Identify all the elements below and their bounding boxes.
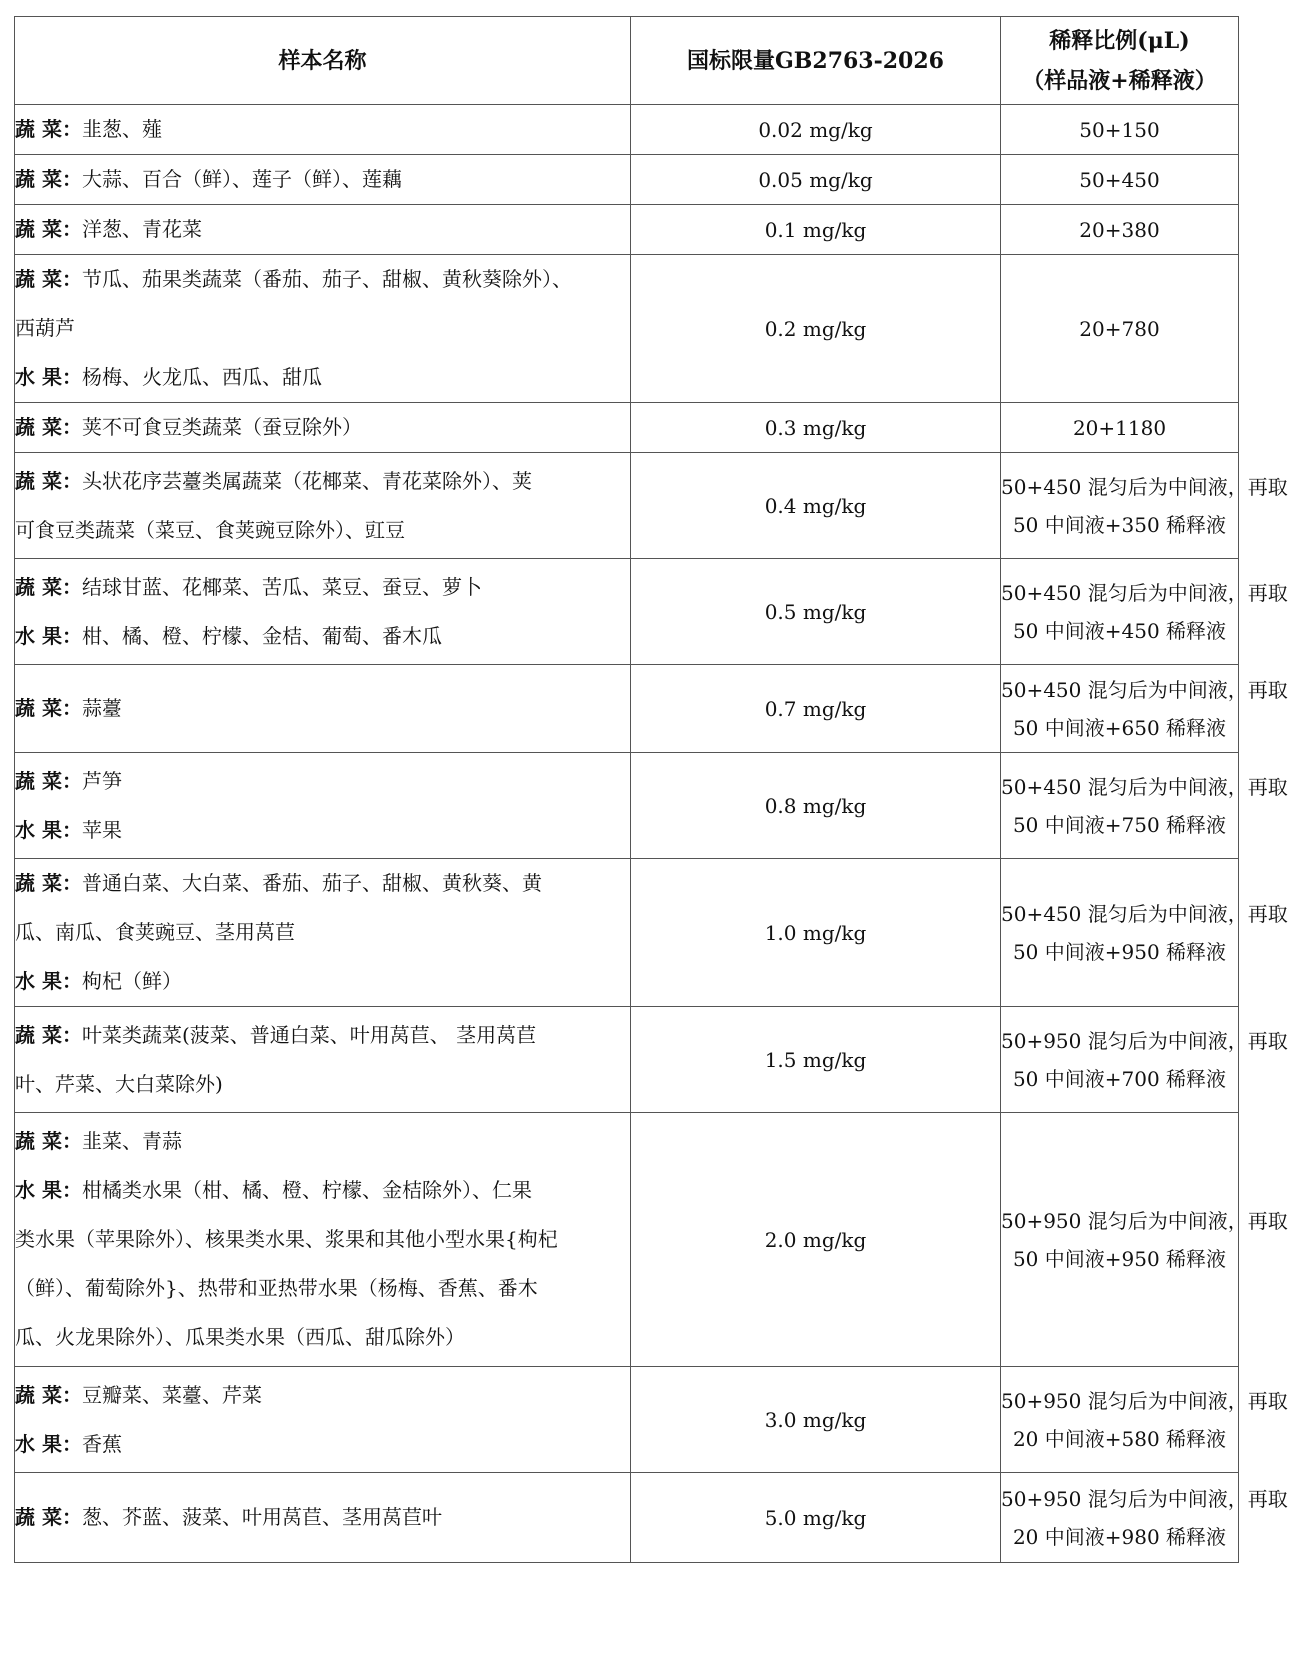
table-row [15,753,1239,859]
dilution-ratio-cell [1001,665,1288,753]
dilution-ratio-cell [1001,753,1288,859]
limit-value-cell: 0.4 mg/kg [631,453,1001,559]
sample-name-line [15,1215,630,1264]
category-label: 水 果： [15,1178,82,1202]
sample-name-text: 杨梅、火龙瓜、西瓜、甜瓜 [81,365,322,389]
dilution-ratio-cell [1001,1367,1288,1473]
dilution-ratio-cell [1001,155,1239,205]
sample-name-line [15,957,630,1006]
table-row [15,1367,1239,1473]
dilution-ratio-line: 50+950 混匀后为中间液，再取 [1001,1486,1288,1511]
sample-name-line [15,1371,630,1420]
category-label: 蔬 菜： [15,267,82,291]
sample-name-text: 节瓜、茄果类蔬菜（番茄、茄子、甜椒、黄秋葵除外）、 [81,267,572,291]
dilution-ratio-line: 50+950 混匀后为中间液，再取 [1001,1208,1288,1233]
sample-name-text: 瓜、火龙果除外）、瓜果类水果（西瓜、甜瓜除外） [15,1325,465,1349]
limit-value-cell: 0.5 mg/kg [631,559,1001,665]
sample-name-text: 豆瓣菜、菜薹、芹菜 [81,1382,262,1407]
sample-name-text: 结球甘蓝、花椰菜、苦瓜、菜豆、蚕豆、萝卜 [81,574,482,599]
table-row [15,205,1239,255]
dilution-ratio-line: 50 中间液+950 稀释液 [1012,939,1227,964]
table-row [15,255,1239,403]
category-label: 蔬 菜： [15,1505,82,1529]
sample-name-line [15,563,630,612]
table-header-row [15,17,1239,105]
category-label: 蔬 菜： [15,415,82,439]
table-row [15,105,1239,155]
limit-value-cell: 0.02 mg/kg [631,105,1001,155]
category-label: 水 果： [15,817,82,842]
dilution-ratio-line: 20 中间液+980 稀释液 [1012,1524,1227,1549]
dilution-ratio-cell [1001,559,1288,665]
dilution-ratio-line: 50+150 [1079,117,1160,142]
sample-name-text: 叶菜类蔬菜(菠菜、普通白菜、叶用莴苣、 茎用莴苣 [81,1022,537,1047]
sample-name-line [15,457,630,506]
dilution-ratio-line: 50+450 [1079,167,1160,192]
dilution-ratio-line: 50+450 混匀后为中间液，再取 [1001,901,1288,926]
sample-name-text: 韭葱、薤 [81,117,162,141]
dilution-ratio-line: 50+950 混匀后为中间液，再取 [1001,1028,1288,1053]
dilution-ratio-line: 20 中间液+580 稀释液 [1012,1426,1227,1451]
table-row [15,1473,1239,1563]
category-label: 蔬 菜： [15,468,82,493]
sample-name-cell [15,1473,631,1563]
category-label: 蔬 菜： [15,1129,82,1153]
category-label: 蔬 菜： [15,167,82,191]
dilution-ratio-cell [1001,1473,1288,1563]
sample-name-line [15,684,630,733]
sample-name-text: 葱、芥蓝、菠菜、叶用莴苣、茎用莴苣叶 [81,1505,442,1529]
sample-name-line [15,1060,630,1109]
sample-name-text: 叶、芹菜、大白菜除外) [15,1071,223,1096]
sample-name-line [15,1166,630,1215]
sample-name-text: 洋葱、青花菜 [81,217,202,241]
sample-name-cell [15,155,631,205]
sample-name-line [15,757,630,806]
sample-name-text: 西葫芦 [15,316,75,340]
dilution-ratio-line: 20+1180 [1072,415,1167,440]
category-label: 水 果： [15,365,82,389]
dilution-ratio-line: 50+450 混匀后为中间液，再取 [1001,580,1288,605]
header-dilution-ratio-line2: （样品液+稀释液） [1022,67,1217,94]
table-row [15,559,1239,665]
category-label: 蔬 菜： [15,574,82,599]
sample-name-line [15,255,630,304]
dilution-ratio-cell [1001,1007,1288,1113]
table-row [15,155,1239,205]
dilution-ratio-cell [1001,205,1239,255]
dilution-ratio-line: 50+950 混匀后为中间液，再取 [1001,1388,1288,1413]
sample-name-text: 蒜薹 [81,696,122,720]
dilution-ratio-cell [1001,255,1239,403]
limit-value-cell: 3.0 mg/kg [631,1367,1001,1473]
dilution-ratio-line: 50 中间液+650 稀释液 [1012,715,1227,740]
sample-name-cell [15,753,631,859]
limit-value-cell: 2.0 mg/kg [631,1113,1001,1367]
sample-name-text: 芦笋 [81,768,122,793]
category-label: 蔬 菜： [15,1382,82,1407]
dilution-ratio-cell [1001,453,1288,559]
category-label: 蔬 菜： [15,871,82,895]
category-label: 蔬 菜： [15,1022,82,1047]
sample-name-line [15,1313,630,1362]
sample-name-line [15,1493,630,1542]
limit-value-cell: 0.8 mg/kg [631,753,1001,859]
limit-value-cell: 5.0 mg/kg [631,1473,1001,1563]
sample-name-line [15,304,630,353]
limit-value-cell: 1.5 mg/kg [631,1007,1001,1113]
table-row [15,665,1239,753]
sample-name-cell [15,453,631,559]
dilution-ratio-cell [1001,105,1239,155]
sample-name-text: 荚不可食豆类蔬菜（蚕豆除外） [81,415,362,439]
sample-name-text: （鲜）、葡萄除外}、热带和亚热带水果（杨梅、香蕉、番木 [15,1276,538,1300]
dilution-ratio-line: 20+780 [1079,316,1160,341]
sample-name-line [15,1264,630,1313]
sample-name-text: 头状花序芸薹类属蔬菜（花椰菜、青花菜除外）、荚 [81,468,532,493]
sample-name-cell [15,205,631,255]
dilution-ratio-cell [1001,1113,1288,1367]
table-body [15,105,1288,1563]
sample-name-line [15,859,630,908]
dilution-ratio-cell [1001,859,1288,1007]
limit-value-cell: 0.05 mg/kg [631,155,1001,205]
limit-value-cell: 0.3 mg/kg [631,403,1001,453]
category-label: 蔬 菜： [15,117,82,141]
dilution-ratio-line: 50+450 混匀后为中间液，再取 [1001,774,1288,799]
header-national-limit: 国标限量GB2763-2026 [631,17,1001,105]
sample-name-text: 类水果（苹果除外）、核果类水果、浆果和其他小型水果{枸杞 [15,1227,558,1251]
sample-name-cell [15,1113,631,1367]
sample-name-line [15,353,630,402]
sample-name-line [15,1420,630,1469]
dilution-ratio-line: 50 中间液+750 稀释液 [1012,812,1227,837]
dilution-ratio-line: 50+450 混匀后为中间液，再取 [1001,474,1288,499]
limit-value-cell: 1.0 mg/kg [631,859,1001,1007]
sample-name-cell [15,1367,631,1473]
sample-name-text: 大蒜、百合（鲜）、莲子（鲜）、莲藕 [81,167,402,191]
table-row [15,453,1239,559]
sample-name-text: 瓜、南瓜、食荚豌豆、茎用莴苣 [15,920,295,944]
sample-name-cell [15,665,631,753]
category-label: 水 果： [15,1431,82,1456]
sample-name-line [15,908,630,957]
limit-value-cell: 0.1 mg/kg [631,205,1001,255]
header-sample-name: 样本名称 [15,17,631,105]
dilution-ratio-line: 50 中间液+350 稀释液 [1012,512,1227,537]
sample-name-cell [15,403,631,453]
limit-value-cell: 0.7 mg/kg [631,665,1001,753]
sample-name-line [15,205,630,254]
header-dilution-ratio-line1: 稀释比例(μL) [1049,27,1190,54]
dilution-ratio-cell [1001,403,1239,453]
table-row [15,1007,1239,1113]
sample-name-cell [15,859,631,1007]
category-label: 水 果： [15,969,82,993]
dilution-ratio-line: 50 中间液+700 稀释液 [1012,1066,1227,1091]
category-label: 蔬 菜： [15,217,82,241]
category-label: 蔬 菜： [15,768,82,793]
sample-name-cell [15,105,631,155]
sample-name-text: 可食豆类蔬菜（菜豆、食荚豌豆除外）、豇豆 [15,517,405,542]
sample-name-line [15,612,630,661]
pesticide-limit-table [14,16,1288,1563]
sample-name-line [15,1117,630,1166]
dilution-ratio-line: 50 中间液+950 稀释液 [1012,1246,1227,1271]
sample-name-line [15,105,630,154]
sample-name-line [15,506,630,555]
dilution-ratio-line: 50 中间液+450 稀释液 [1012,618,1227,643]
sample-name-text: 枸杞（鲜） [81,969,182,993]
sample-name-cell [15,559,631,665]
sample-name-line [15,806,630,855]
header-dilution-ratio [1001,17,1239,105]
table-row [15,403,1239,453]
limit-value-cell: 0.2 mg/kg [631,255,1001,403]
sample-name-cell [15,255,631,403]
sample-name-text: 韭菜、青蒜 [81,1129,182,1153]
sample-name-text: 柑、橘、橙、柠檬、金桔、葡萄、番木瓜 [81,623,442,648]
table-row [15,859,1239,1007]
sample-name-text: 香蕉 [81,1431,122,1456]
category-label: 蔬 菜： [15,696,82,720]
dilution-ratio-line: 20+380 [1079,217,1160,242]
sample-name-text: 普通白菜、大白菜、番茄、茄子、甜椒、黄秋葵、黄 [81,871,542,895]
sample-name-cell [15,1007,631,1113]
sample-name-line [15,155,630,204]
dilution-ratio-line: 50+450 混匀后为中间液，再取 [1001,677,1288,702]
sample-name-line [15,1011,630,1060]
sample-name-text: 苹果 [81,817,122,842]
category-label: 水 果： [15,623,82,648]
table-row [15,1113,1239,1367]
sample-name-text: 柑橘类水果（柑、橘、橙、柠檬、金桔除外）、仁果 [81,1178,532,1202]
sample-name-line [15,403,630,452]
